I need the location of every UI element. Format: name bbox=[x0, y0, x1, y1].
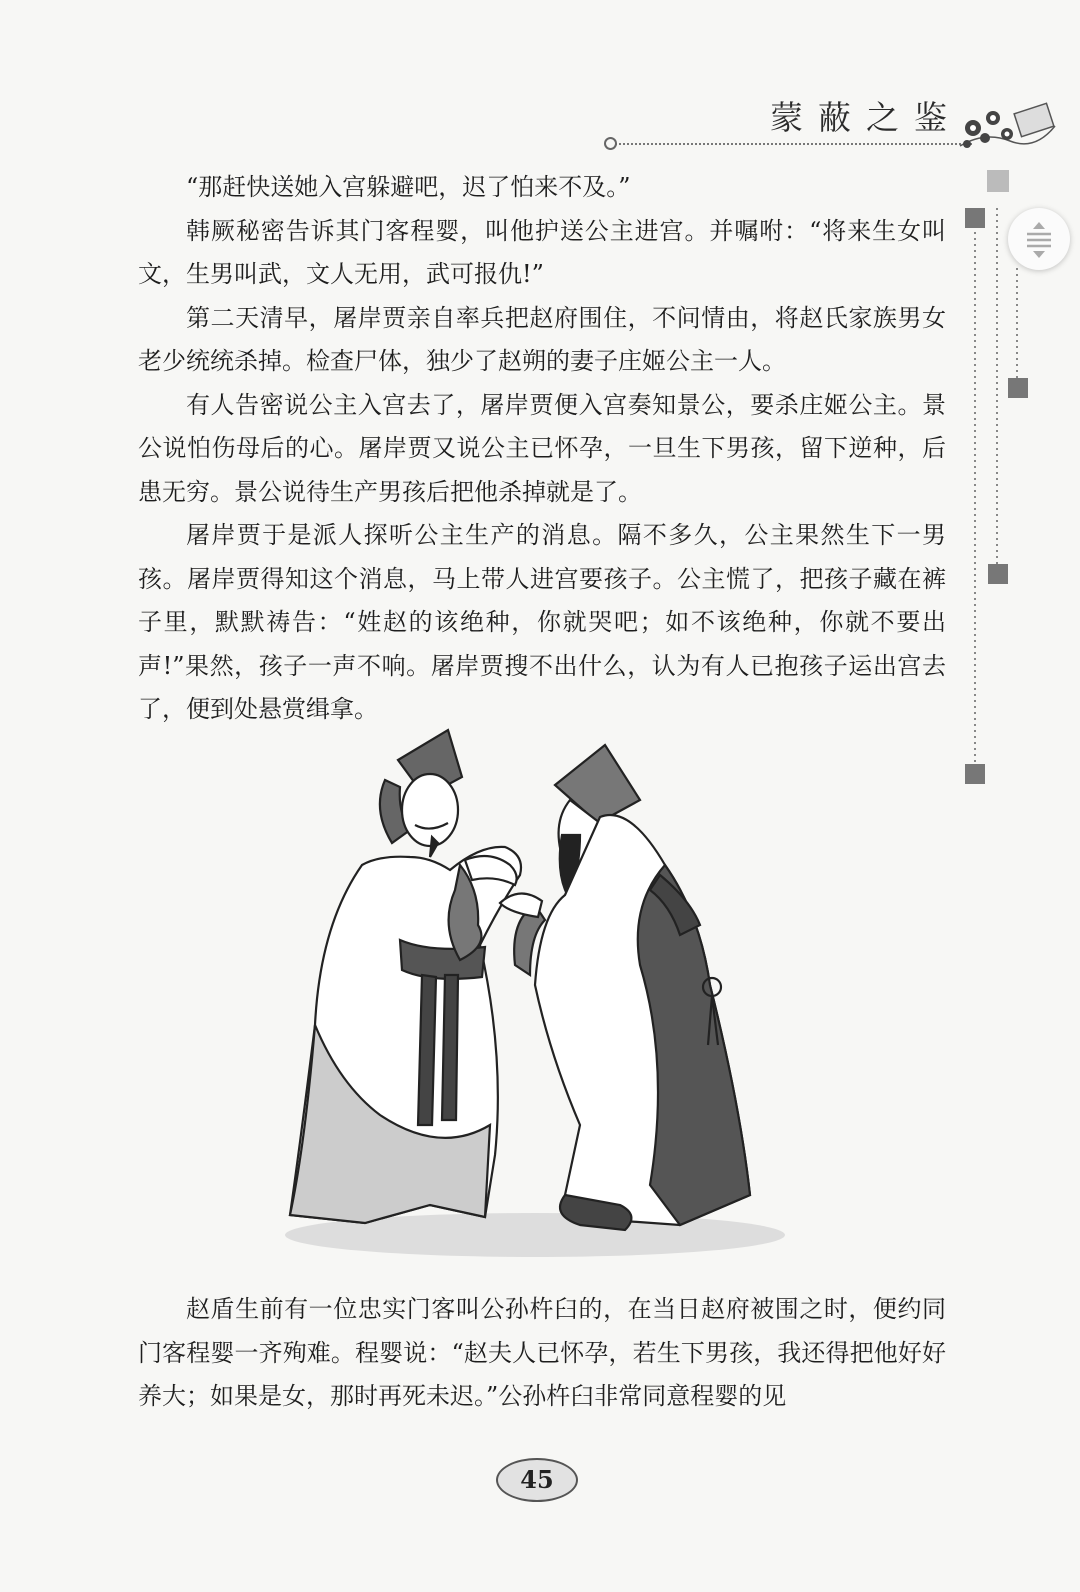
two-officials-illustration bbox=[280, 725, 790, 1260]
scroll-lines-icon bbox=[1008, 208, 1070, 270]
scroll-handle-button[interactable] bbox=[1008, 208, 1070, 270]
paragraph: 第二天清早，屠岸贾亲自率兵把赵府围住，不问情由，将赵氏家族男女老少统统杀掉。检查尸体，独少了赵朔的妻子庄姬公主一人。 bbox=[138, 303, 946, 375]
paragraph: 赵盾生前有一位忠实门客叫公孙杵臼的，在当日赵府被围之时，便约同门客程婴一齐殉难。程婴说：“赵夫人已怀孕，若生下男孩，我还得把他好好养大；如果是女，那时再死未迟。”公孙杵臼非常同意程婴的见 bbox=[138, 1295, 946, 1410]
paragraph: 屠岸贾于是派人探听公主生产的消息。隔不多久，公主果然生下一男孩。屠岸贾得知这个消息，马上带人进宫要孩子。公主慌了，把孩子藏在裤子里，默默祷告：“姓赵的该绝种，你就哭吧；如不该绝种，你就不要出声!”果然，孩子一声不响。屠岸贾搜不出什么，认为有人已抱孩子运出宫去了，便到处悬赏缉拿。 bbox=[138, 521, 946, 723]
paragraph: “那赶快送她入宫躲避吧，迟了怕来不及。” bbox=[186, 173, 631, 201]
body-text-bottom bbox=[138, 1288, 946, 1419]
floral-ornament-icon bbox=[955, 96, 1060, 156]
body-text-top bbox=[138, 166, 946, 732]
paragraph: 有人告密说公主入宫去了，屠岸贾便入宫奏知景公，要杀庄姬公主。景公说怕伤母后的心。屠岸贾又说公主已怀孕，一旦生下男孩，留下逆种，后患无穷。景公说待生产男孩后把他杀掉就是了。 bbox=[138, 390, 946, 506]
running-header-title: 蒙蔽之鉴 bbox=[770, 98, 962, 137]
paragraph: 韩厥秘密告诉其门客程婴，叫他护送公主进宫。并嘱咐：“将来生女叫文，生男叫武，文人无用，武可报仇!” bbox=[138, 216, 946, 288]
page-number: 45 bbox=[496, 1458, 578, 1502]
header-rule-dot bbox=[604, 137, 617, 150]
header-dotted-rule bbox=[612, 143, 972, 145]
